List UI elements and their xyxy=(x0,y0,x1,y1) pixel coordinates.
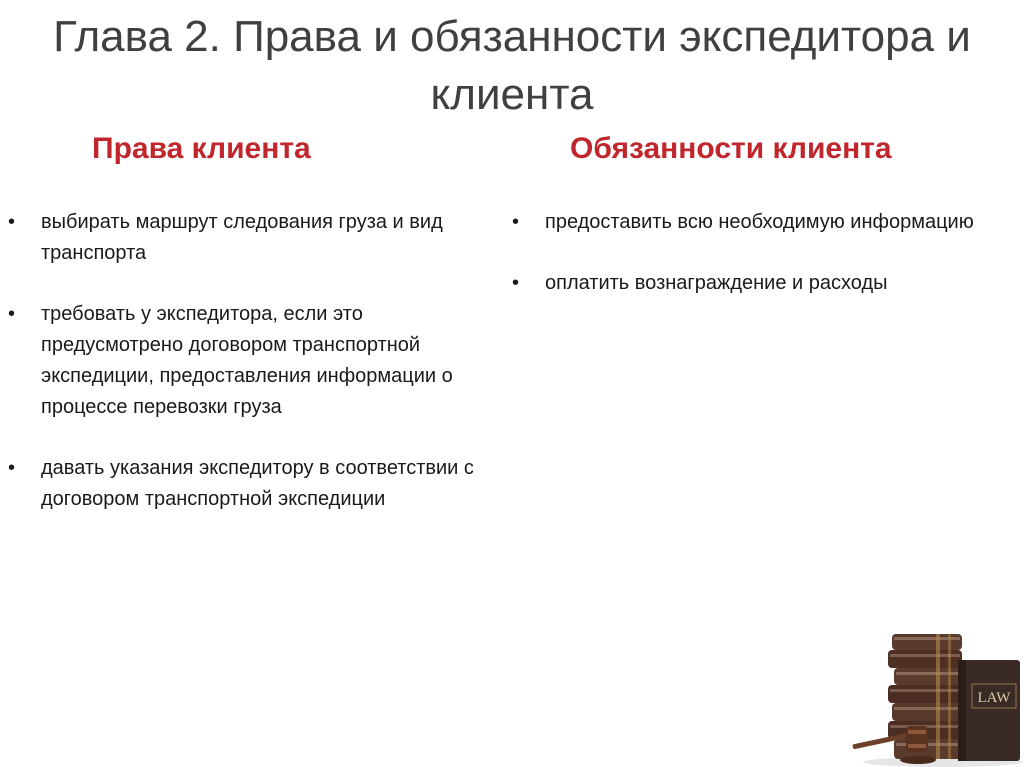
duties-list xyxy=(512,207,992,329)
list-item xyxy=(8,207,508,269)
bullet-icon: • xyxy=(8,211,16,233)
law-book xyxy=(958,660,1020,761)
rights-list xyxy=(8,207,508,545)
list-item-text: требовать у экспедитора, если это предусмотрено договором транспортной экспедиции, предоставления информации о процессе перевозки груза xyxy=(41,303,453,418)
law-books-gavel-icon xyxy=(848,626,1024,767)
list-item xyxy=(8,453,508,515)
duties-heading: Обязанности клиента xyxy=(570,132,892,165)
list-item xyxy=(512,268,992,299)
list-item xyxy=(8,299,508,423)
slide-title: Глава 2. Права и обязанности экспедитора и клиента xyxy=(53,12,971,119)
bullet-icon: • xyxy=(512,272,520,294)
list-item-text: давать указания экспедитору в соответствии с договором транспортной экспедиции xyxy=(41,457,474,510)
list-item-text: выбирать маршрут следования груза и вид транспорта xyxy=(41,211,443,264)
rights-heading: Права клиента xyxy=(92,132,311,165)
bullet-icon: • xyxy=(512,211,520,233)
list-item xyxy=(512,207,992,238)
list-item-text: предоставить всю необходимую информацию xyxy=(545,211,974,233)
law-label: LAW xyxy=(977,690,1011,706)
list-item-text: оплатить вознаграждение и расходы xyxy=(545,272,888,294)
bullet-icon: • xyxy=(8,457,16,479)
bullet-icon: • xyxy=(8,303,16,325)
